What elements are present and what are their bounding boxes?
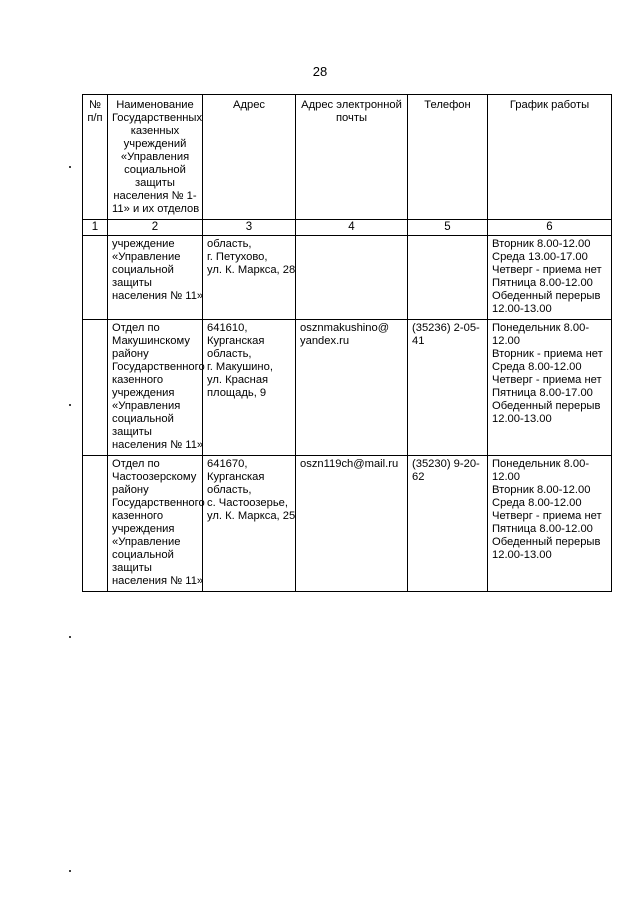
phone: [408, 236, 488, 320]
row-number: [83, 236, 108, 320]
text-line: 12.00: [492, 471, 520, 483]
text-line: Адрес электронной: [301, 99, 402, 111]
text-line: Понедельник 8.00-: [492, 458, 590, 470]
scan-speck: [69, 166, 71, 168]
header-cell: [296, 95, 408, 220]
text-line: Среда 8.00-12.00: [492, 497, 582, 509]
institution-name: [108, 320, 203, 456]
institutions-table: [82, 94, 612, 592]
column-number: 5: [408, 220, 488, 236]
text-line: Обеденный перерыв: [492, 536, 601, 548]
text-line: область,: [207, 238, 252, 250]
text-line: 12.00-13.00: [492, 413, 552, 425]
text-line: Пятница 8.00-12.00: [492, 523, 593, 535]
column-number-row: [83, 220, 612, 236]
text-line: Частоозерскому: [112, 471, 197, 483]
column-number: 6: [488, 220, 612, 236]
text-line: казенных: [130, 125, 180, 137]
table-row: [83, 320, 612, 456]
text-line: 12.00-13.00: [492, 303, 552, 315]
text-line: Пятница 8.00-12.00: [492, 277, 593, 289]
header-cell: [83, 95, 108, 220]
header-cell: [488, 95, 612, 220]
text-line: Наименование: [116, 99, 194, 111]
page-number: 28: [312, 64, 328, 79]
text-line: учреждений: [123, 138, 187, 150]
text-line: населения № 11»: [112, 575, 204, 587]
text-line: Курганская: [207, 335, 265, 347]
text-line: Четверг - приема нет: [492, 510, 602, 522]
text-line: району: [112, 348, 149, 360]
column-number: 2: [108, 220, 203, 236]
table-row: [83, 236, 612, 320]
text-line: Государственного: [112, 361, 205, 373]
address: [203, 456, 296, 592]
text-line: Вторник 8.00-12.00: [492, 238, 591, 250]
text-line: защиты: [112, 426, 152, 438]
table-header-row: [83, 95, 612, 220]
header-cell: [408, 95, 488, 220]
text-line: населения № 11»: [112, 290, 204, 302]
text-line: казенного: [112, 510, 164, 522]
phone: [408, 320, 488, 456]
text-line: 12.00: [492, 335, 520, 347]
text-line: osznmakushino@: [300, 322, 390, 334]
text-line: ул. Красная: [207, 374, 269, 386]
text-line: (35230) 9-20-: [412, 458, 480, 470]
text-line: г. Макушино,: [207, 361, 273, 373]
column-number: 3: [203, 220, 296, 236]
email: [296, 236, 408, 320]
text-line: 62: [412, 471, 425, 483]
address: [203, 320, 296, 456]
header-cell: [108, 95, 203, 220]
text-line: социальной: [124, 164, 186, 176]
text-line: учреждение: [112, 238, 175, 250]
text-line: oszn119ch@mail.ru: [300, 458, 399, 470]
institution-name: [108, 236, 203, 320]
column-number: 1: [83, 220, 108, 236]
text-line: учреждения: [112, 523, 175, 535]
text-line: Четверг - приема нет: [492, 374, 602, 386]
scan-speck: [69, 404, 71, 406]
text-line: учреждения: [112, 387, 175, 399]
email: [296, 456, 408, 592]
scan-speck: [69, 870, 71, 872]
text-line: Понедельник 8.00-: [492, 322, 590, 334]
text-line: Среда 8.00-12.00: [492, 361, 582, 373]
text-line: Телефон: [424, 99, 471, 111]
text-line: почты: [335, 112, 368, 124]
text-line: «Управления: [120, 151, 190, 163]
text-line: Отдел по: [112, 458, 160, 470]
schedule: [488, 236, 612, 320]
text-line: yandex.ru: [300, 335, 350, 347]
text-line: Пятница 8.00-17.00: [492, 387, 593, 399]
text-line: с. Частоозерье,: [207, 497, 289, 509]
text-line: Государственных: [112, 112, 203, 124]
header-cell: [203, 95, 296, 220]
text-line: Макушинскому: [112, 335, 190, 347]
text-line: Среда 13.00-17.00: [492, 251, 588, 263]
row-number: [83, 320, 108, 456]
text-line: Адрес: [232, 99, 266, 111]
text-line: населения № 1-: [113, 190, 197, 202]
text-line: ул. К. Маркса, 25: [207, 510, 296, 522]
text-line: Государственного: [112, 497, 205, 509]
column-number: 4: [296, 220, 408, 236]
text-line: 41: [412, 335, 425, 347]
text-line: «Управление: [112, 251, 181, 263]
phone: [408, 456, 488, 592]
text-line: График работы: [509, 99, 590, 111]
text-line: ул. К. Маркса, 28: [207, 264, 296, 276]
text-line: 11» и их отделов: [112, 203, 200, 215]
text-line: казенного: [112, 374, 164, 386]
row-number: [83, 456, 108, 592]
text-line: Курганская: [207, 471, 265, 483]
text-line: «Управление: [112, 536, 181, 548]
text-line: Обеденный перерыв: [492, 400, 601, 412]
text-line: область,: [207, 348, 252, 360]
text-line: область,: [207, 484, 252, 496]
text-line: району: [112, 484, 149, 496]
text-line: (35236) 2-05-: [412, 322, 480, 334]
text-line: Четверг - приема нет: [492, 264, 602, 276]
text-line: г. Петухово,: [207, 251, 268, 263]
text-line: Вторник - приема нет: [492, 348, 603, 360]
text-line: Отдел по: [112, 322, 160, 334]
text-line: площадь, 9: [207, 387, 267, 399]
text-line: защиты: [112, 562, 152, 574]
schedule: [488, 456, 612, 592]
text-line: п/п: [87, 112, 103, 124]
address: [203, 236, 296, 320]
text-line: 641670,: [207, 458, 248, 470]
text-line: «Управления: [112, 400, 181, 412]
text-line: защиты: [135, 177, 175, 189]
text-line: населения № 11»: [112, 439, 204, 451]
table-row: [83, 456, 612, 592]
text-line: социальной: [112, 264, 174, 276]
text-line: Обеденный перерыв: [492, 290, 601, 302]
text-line: социальной: [112, 413, 174, 425]
email: [296, 320, 408, 456]
text-line: защиты: [112, 277, 152, 289]
text-line: 641610,: [207, 322, 248, 334]
text-line: Вторник 8.00-12.00: [492, 484, 591, 496]
text-line: социальной: [112, 549, 174, 561]
schedule: [488, 320, 612, 456]
scan-speck: [69, 636, 71, 638]
text-line: №: [88, 99, 101, 111]
institution-name: [108, 456, 203, 592]
text-line: 12.00-13.00: [492, 549, 552, 561]
